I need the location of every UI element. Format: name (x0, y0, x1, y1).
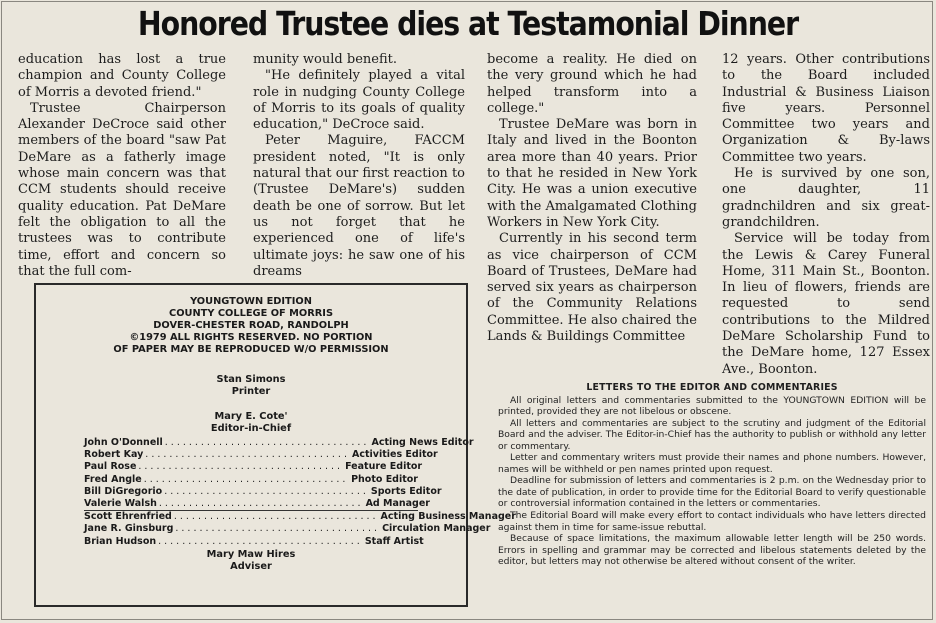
staff-row (84, 523, 491, 535)
letters-paragraph: All letters and commentaries are subject to the scrutiny and judgment of the Editorial Board and the adviser. The Editor-in-Chief has the authority to publish or withhold any letter or commentary. (498, 417, 926, 452)
leader-dots: .................................. (175, 523, 381, 535)
letters-paragraph: All original letters and commentaries submitted to the YOUNGTOWN EDITION will be printed, provided they are not libelous or obscene. (498, 394, 926, 418)
staff-row (84, 485, 442, 498)
editor-credit (36, 411, 466, 435)
leader-dots: .................................. (173, 511, 379, 523)
staff-row (84, 511, 516, 523)
staff-role: Feature Editor (345, 461, 423, 473)
adviser-credit (36, 549, 466, 573)
masthead-line: OF PAPER MAY BE REPRODUCED W/O PERMISSION (113, 344, 389, 356)
staff-role: Acting News Editor (371, 437, 474, 448)
staff-role: Activities Editor (351, 449, 438, 461)
leader-dots: .................................. (158, 535, 363, 547)
article-paragraph: Service will be today from the Lewis & Carey Funeral Home, 311 Main St., Boonton. In lieu of flowers, friends are requested to send contributions to the Mildred DeMare Scholarship Fund to the DeMare home, 127 Essex Ave., Boonton. (722, 231, 930, 377)
article-paragraph: "He definitely played a vital role in nudging County College of Morris to its goals of quality education," DeCroce said. (253, 68, 465, 133)
printer-role: Printer (231, 386, 271, 398)
editor-role: Editor-in-Chief (210, 423, 292, 435)
staff-name: Bill DiGregorio (84, 485, 163, 497)
staff-list (84, 437, 516, 548)
masthead-line: YOUNGTOWN EDITION (190, 296, 312, 307)
staff-role: Acting Business Manager (380, 511, 516, 523)
staff-name: Fred Angle (84, 473, 142, 485)
staff-role: Sports Editor (370, 485, 442, 497)
staff-role: Staff Artist (364, 535, 424, 547)
staff-name: John O'Donnell (84, 437, 163, 448)
staff-row (84, 449, 438, 461)
staff-name: Paul Rose (84, 461, 137, 473)
staff-name: Valerie Walsh (84, 498, 157, 510)
staff-name: Robert Kay (84, 449, 144, 461)
masthead-box (34, 283, 516, 607)
letters-paragraph: Because of space limitations, the maximum allowable letter length will be 250 words. Errors in spelling and grammar may be corrected and libelous statements deleted by the editor, but letters may not otherwise be altered without consent of the writer. (498, 533, 926, 568)
leader-dots: .................................. (143, 473, 349, 485)
article-column-3 (487, 52, 697, 345)
staff-row (84, 461, 423, 473)
article-paragraph: He is survived by one son, one daughter, 11 gradnchildren and six great-grandchildren. (722, 166, 930, 230)
letters-policy (498, 382, 926, 568)
article-column-4 (722, 52, 930, 378)
article-paragraph: education has lost a true champion and County College of Morris a devoted friend." (18, 52, 226, 100)
staff-row (84, 474, 418, 486)
leader-dots: .................................. (164, 437, 370, 448)
article-column-2 (253, 52, 465, 280)
staff-role: Ad Manager (365, 498, 430, 510)
staff-row (84, 535, 424, 548)
letters-paragraph: Letter and commentary writers must provide their names and phone numbers. However, names will be withheld or pen names printed upon request. (498, 452, 926, 475)
leader-dots: .................................. (145, 449, 350, 461)
article-paragraph: become a reality. He died on the very ground which he had helped transform into a college." (487, 52, 697, 116)
masthead-line: COUNTY COLLEGE OF MORRIS (169, 308, 333, 320)
staff-name: Scott Ehrenfried (84, 511, 172, 523)
leader-dots: .................................. (158, 498, 364, 510)
staff-row (84, 437, 474, 449)
staff-role: Circulation Manager (382, 523, 491, 535)
staff-row (84, 498, 430, 510)
article-column-1 (18, 52, 226, 280)
letters-paragraph: Deadline for submission of letters and commentaries is 2 p.m. on the Wednesday prior to the date of publication, in order to provide time for the Editorial Board to verify questionable or controversial information contained in the letters or commentaries. (498, 475, 926, 510)
article-paragraph: Peter Maguire, FACCM president noted, "It is only natural that our first reaction to (Trustee DeMare's) sudden death be one of sorrow. But let us not forget that he experienced one of life's ultimate joys: he saw one of his dreams (253, 133, 465, 279)
article-paragraph: Currently in his second term as vice chairperson of CCM Board of Trustees, DeMare had served six years as chairperson of the Community Relations Committee. He also chaired the Lands & Buildings Committee (487, 231, 697, 345)
masthead-line: DOVER-CHESTER ROAD, RANDOLPH (153, 320, 349, 332)
letters-title: LETTERS TO THE EDITOR AND COMMENTARIES (586, 382, 838, 393)
article-paragraph: 12 years. Other contributions to the Board included Industrial & Business Liaison five years. Personnel Committee two years and Organization & By-laws Committee two years. (722, 52, 930, 165)
article-paragraph: Trustee Chairperson Alexander DeCroce said other members of the board "saw Pat DeMare as a fatherly image whose main concern was that CCM students should receive quality education. Pat DeMare felt the obligation to all the trustees was to contribute time, effort and concern so that the full com- (18, 100, 226, 279)
headline: Honored Trustee dies at Testamonial Dinner (137, 4, 799, 43)
masthead-line: ©1979 ALL RIGHTS RESERVED. NO PORTION (129, 332, 373, 344)
printer-credit (36, 374, 466, 398)
staff-name: Brian Hudson (84, 535, 157, 547)
leader-dots: .................................. (138, 461, 344, 473)
staff-role: Photo Editor (351, 473, 418, 485)
printer-name: Stan Simons (216, 374, 286, 385)
staff-name: Jane R. Ginsburg (84, 523, 174, 535)
article-paragraph: munity would benefit. (253, 52, 397, 67)
adviser-name: Mary Maw Hires (206, 549, 296, 560)
masthead-header (36, 296, 466, 356)
leader-dots: .................................. (164, 485, 369, 497)
letters-paragraph: The Editorial Board will make every effort to contact individuals who have letters directed against them in time for same-issue rebuttal. (498, 510, 926, 533)
article-paragraph: Trustee DeMare was born in Italy and lived in the Boonton area more than 40 years. Prior to that he resided in New York City. He was a union executive with the Amalgamated Clothing Workers in New York City. (487, 117, 697, 230)
editor-name: Mary E. Cote' (214, 411, 288, 422)
adviser-role: Adviser (230, 561, 272, 573)
